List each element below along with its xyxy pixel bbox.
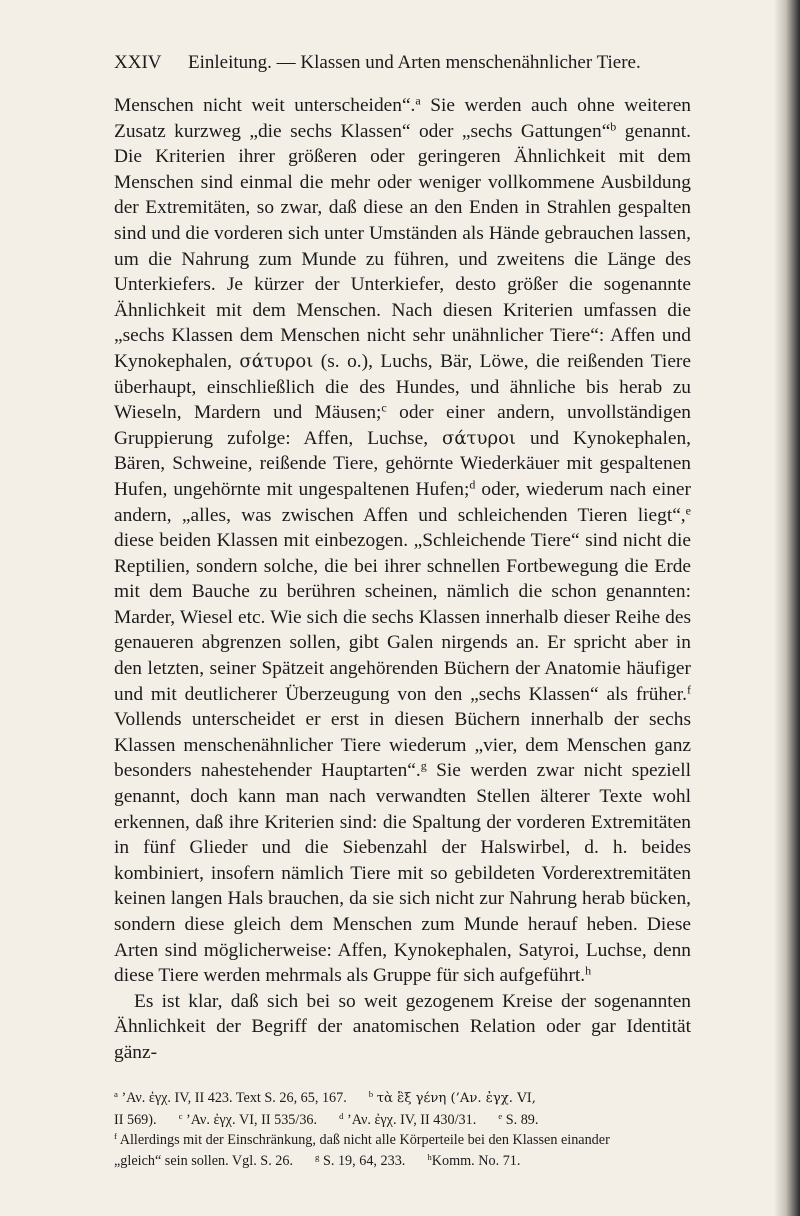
footnote-d: ’Αν. ἐγχ. IV, II 430/31. (347, 1111, 477, 1128)
footnote-ref-c: c (381, 400, 387, 415)
footnote-mark-b: b (368, 1089, 374, 1100)
footnote-ref-h: h (585, 963, 592, 978)
page-number: XXIV (114, 52, 162, 73)
footnote-e: S. 89. (505, 1111, 539, 1128)
footnote-mark-d: d (339, 1110, 344, 1121)
footnote-f-cont: „gleich“ sein sollen. Vgl. S. 26. (114, 1152, 294, 1169)
footnote-b: τὰ ἓξ γένη (’Αν. ἐγχ. VI, (376, 1091, 537, 1106)
running-title: Einleitung. — Klassen und Arten menschenähnlicher Tiere. (188, 52, 641, 73)
footnote-line-2 (114, 1110, 694, 1131)
footnote-ref-f: f (686, 682, 691, 697)
footnote-ref-a: a (415, 93, 421, 108)
footnote-mark-e: e (498, 1110, 503, 1121)
footnote-g: S. 19, 64, 233. (322, 1152, 406, 1169)
running-header (114, 52, 694, 74)
footnote-mark-h: h (427, 1151, 432, 1162)
footnote-a: ’Αν. ἐγχ. IV, II 423. Text S. 26, 65, 167. (121, 1090, 347, 1106)
footnote-h: Komm. No. 71. (431, 1152, 521, 1169)
footnote-c: ’Αν. ἐγχ. VI, II 535/36. (186, 1111, 318, 1128)
text-run: Sie werden auch ohne weiteren Zusatz kurzweg „die sechs Klassen“ oder „sechs Gattungen“ (114, 95, 691, 142)
footnote-ref-e: e (685, 502, 691, 517)
footnote-mark-g: g (315, 1151, 320, 1162)
footnote-mark-f: f (114, 1131, 117, 1142)
footnote-ref-d: d (469, 477, 476, 492)
paragraph-1 (114, 93, 691, 989)
text-run: (s. o.), Luchs, Bär, Löwe, die reißenden Tiere überhaupt, einschließlich die des Hundes, und ähnliche bis herab zu Wieseln, Mardern und Mäusen; (114, 350, 691, 424)
text-run: genannt. Die Kriterien ihrer größeren oder geringeren Ähnlichkeit mit dem Menschen sind einmal die mehr oder weniger vollkommene Ausbildung der Extremitäten, so zwar, daß diese an den Enden in Strahlen gespalten sind und die vorderen sich unter Umständen als Hände gebrauchen lassen, um die Nahrung zum Munde zu führen, und zweitens die Länge des Unterkiefers. Je kürzer der Unterkiefer, desto größer die sogenannte Ähnlichkeit mit dem Menschen. Nach diesen Kriterien umfassen die „sechs Klassen dem Menschen nicht sehr unähnlicher Tiere“: Affen und Kynokephalen, (114, 120, 691, 372)
text-run: Vollends unterscheidet er erst in diesen Büchern innerhalb der sechs Klassen menschenähnlicher Tiere wiederum „vier, dem Menschen ganz besonders nahestehender Hauptarten“. (114, 709, 691, 782)
book-spine-shadow (774, 0, 800, 1216)
footnote-b-cont: II 569). (114, 1111, 157, 1128)
footnote-line-3 (114, 1130, 694, 1151)
footnote-line-4 (114, 1151, 694, 1172)
main-text (114, 93, 691, 1066)
footnote-ref-b: b (610, 118, 617, 133)
footnotes (114, 1088, 694, 1171)
footnote-mark-a: a (114, 1089, 118, 1100)
text-run: diese beiden Klassen mit einbezogen. „Schleichende Tiere“ sind nicht die Reptilien, sondern solche, die bei ihrer schnellen Fortbewegung die Erde mit dem Bauche zu berühren scheinen, nämlich die schon genannten: Marder, Wiesel etc. Wie sich die sechs Klassen innerhalb dieser Reihe des genaueren abgrenzen sollen, gibt Galen nirgends an. Er spricht aber in den letzten, seiner Spätzeit angehörenden Büchern der Anatomie häufiger und mit deutlicherer Überzeugung von den „sechs Klassen“ als früher. (114, 530, 691, 705)
text-run: oder einer andern, unvollständigen Gruppierung zufolge: Affen, Luchse, (114, 402, 691, 449)
greek-term: σάτυροι (239, 350, 314, 372)
footnote-ref-g: g (420, 758, 427, 773)
text-run: oder, wiederum nach einer andern, „alles, was zwischen Affen und schleichenden Tieren liegt“, (114, 478, 691, 526)
text-run: Menschen nicht weit unterscheiden“. (114, 95, 416, 116)
footnote-f: Allerdings mit der Einschränkung, daß nicht alle Körperteile bei den Klassen einander (119, 1132, 610, 1149)
footnote-mark-c: c (178, 1110, 183, 1121)
footnote-line-1 (114, 1088, 694, 1110)
text-run: Sie werden zwar nicht speziell genannt, doch kann man nach verwandten Stellen älterer Texte wohl erkennen, daß ihre Kriterien sind: die Spaltung der vorderen Extremitäten in fünf Glieder und die Siebenzahl der Halswirbel, d. h. beides kombiniert, insofern nämlich Tiere mit so gebildeten Vorderextremitäten keinen langen Hals brauchen, da sie sich nicht zur Nahrung herab bücken, sondern diese gleich dem Menschen zum Munde herauf heben. Diese Arten sind möglicherweise: Affen, Kynokephalen, Satyroi, Luchse, denn diese Tiere werden mehrmals als Gruppe für sich aufgeführt. (114, 760, 691, 987)
greek-term: σάτυροι (442, 427, 516, 449)
paragraph-2: Es ist klar, daß sich bei so weit gezogenem Kreise der sogenannten Ähnlichkeit der Begriff der anatomischen Relation oder gar Identität gänz- (114, 990, 691, 1063)
text-run: und Kynokephalen, Bären, Schweine, reißende Tiere, gehörnte Wiederkäuer mit gespaltenen Hufen, ungehörnte mit ungespaltenen Hufen; (114, 427, 691, 500)
